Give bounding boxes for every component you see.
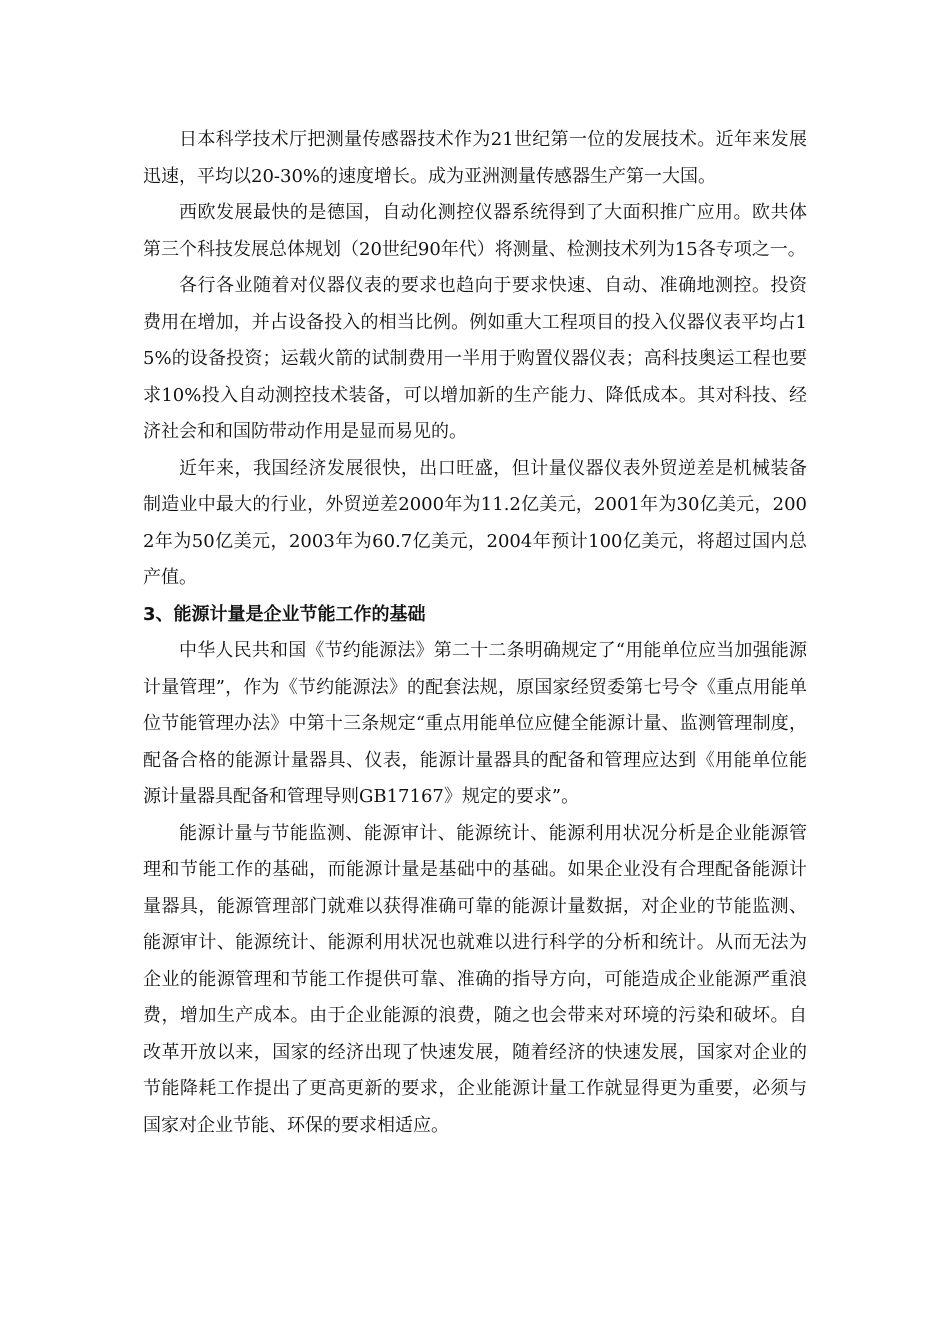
paragraph-industry-demand: 各行各业随着对仪器仪表的要求也趋向于要求快速、自动、准确地测控。投资费用在增加，并占设备投入的相当比例。例如重大工程项目的投入仪器仪表平均占15%的设备投资；运载火箭的试制费用一半用于购置仪器仪表；高科技奥运工程也要求10%投入自动测控技术装备，可以增加新的生产能力、降低成本。其对科技、经济社会和和国防带动作用是显而易见的。 [143, 275, 807, 442]
paragraph-energy-law: 中华人民共和国《节约能源法》第二十二条明确规定了“用能单位应当加强能源计量管理”，作为《节约能源法》的配套法规，原国家经贸委第七号令《重点用能单位节能管理办法》中第十三条规定“重点用能单位应健全能源计量、监测管理制度，配备合格的能源计量器具、仪表，能源计量器具的配备和管理应达到《用能单位能源计量器具配备和管理导则GB17167》规定的要求”。 [143, 640, 807, 807]
paragraph-energy-metering-basis: 能源计量与节能监测、能源审计、能源统计、能源利用状况分析是企业能源管理和节能工作的基础，而能源计量是基础中的基础。如果企业没有合理配备能源计量器具，能源管理部门就难以获得准确可靠的能源计量数据，对企业的节能监测、能源审计、能源统计、能源利用状况也就难以进行科学的分析和统计。从而无法为企业的能源管理和节能工作提供可靠、准确的指导方向，可能造成企业能源严重浪费，增加生产成本。由于企业能源的浪费，随之也会带来对环境的污染和破坏。自改革开放以来，国家的经济出现了快速发展，随着经济的快速发展，国家对企业的节能降耗工作提出了更高更新的要求，企业能源计量工作就显得更为重要，必须与国家对企业节能、环保的要求相适应。 [143, 822, 807, 1136]
document-body [143, 122, 807, 1144]
section-heading: 3、能源计量是企业节能工作的基础 [143, 603, 426, 625]
paragraph-western-europe: 西欧发展最快的是德国，自动化测控仪器系统得到了大面积推广应用。欧共体第三个科技发展总体规划（20世纪90年代）将测量、检测技术列为15各专项之一。 [143, 202, 807, 260]
paragraph-trade-deficit: 近年来，我国经济发展很快，出口旺盛，但计量仪器仪表外贸逆差是机械装备制造业中最大的行业，外贸逆差2000年为11.2亿美元，2001年为30亿美元，2002年为50亿美元，2003年为60.7亿美元，2004年预计100亿美元，将超过国内总产值。 [143, 457, 807, 588]
paragraph-japan-sensors: 日本科学技术厅把测量传感器技术作为21世纪第一位的发展技术。近年来发展迅速，平均以20-30%的速度增长。成为亚洲测量传感器生产第一大国。 [143, 129, 807, 187]
